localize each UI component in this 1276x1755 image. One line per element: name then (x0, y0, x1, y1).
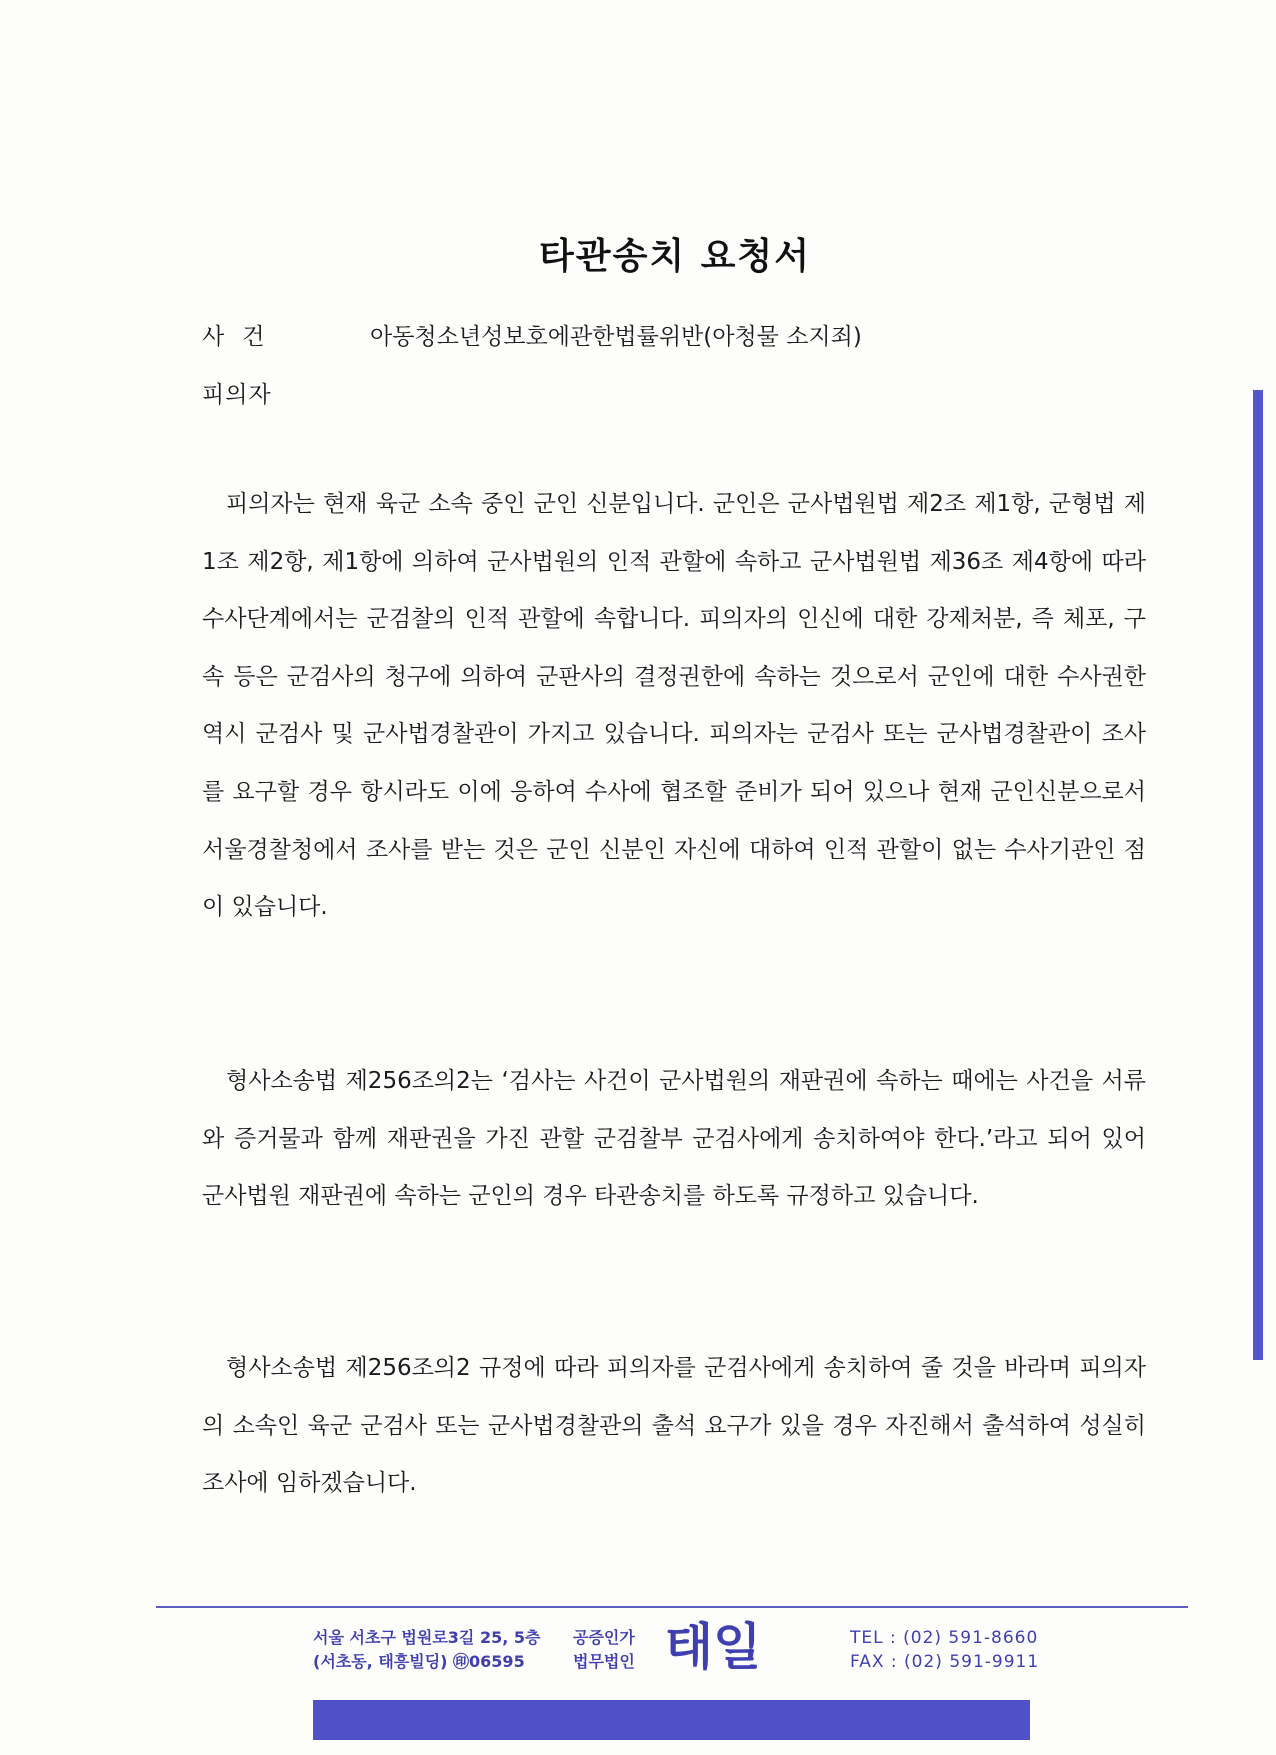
suspect-label: 피의자 (202, 382, 272, 408)
footer-divider (156, 1606, 1188, 1608)
svg-text:태일: 태일 (664, 1618, 762, 1674)
address-line-1: 서울 서초구 법원로3길 25, 5층 (313, 1628, 541, 1647)
suspect-field (202, 376, 370, 409)
document-title: 타관송치 요청서 (539, 236, 811, 277)
side-accent-bar (1253, 390, 1263, 1360)
paragraph-request: 형사소송법 제256조의2 규정에 따라 피의자를 군검사에게 송치하여 줄 것을 바라며 피의자의 소속인 육군 군검사 또는 군사법경찰관의 출석 요구가 있을 경우 자진해서 출석하여 성실히 조사에 임하겠습니다. (202, 1355, 1146, 1497)
paragraph-jurisdiction: 피의자는 현재 육군 소속 중인 군인 신분입니다. 군인은 군사법원법 제2조 제1항, 군형법 제1조 제2항, 제1항에 의하여 군사법원의 인적 관할에 속하고 군사법원법 제36조 제4항에 따라 수사단계에서는 군검찰의 인적 관할에 속합니다. 피의자의 인신에 대한 강제처분, 즉 체포, 구속 등은 군검사의 청구에 의하여 군판사의 결정권한에 속하는 것으로서 군인에 대한 수사권한 역시 군검사 및 군사법경찰관이 가지고 있습니다. 피의자는 군검사 또는 군사법경찰관이 조사를 요구할 경우 항시라도 이에 응하여 수사에 협조할 준비가 되어 있으나 현재 군인신분으로서 서울경찰청에서 조사를 받는 것은 군인 신분인 자신에 대하여 인적 관할이 없는 수사기관인 점이 있습니다. (202, 491, 1146, 921)
case-value: 아동청소년성보호에관한법률위반(아청물 소지죄) (370, 324, 862, 350)
firm-line-1: 공증인가 (573, 1628, 635, 1647)
footer-color-band (313, 1700, 1030, 1740)
case-field (202, 318, 862, 351)
address-line-2: (서초동, 태흥빌딩) ㊞06595 (313, 1652, 525, 1671)
firm-type (573, 1626, 635, 1674)
phone-number: TEL : (02) 591-8660 (850, 1628, 1039, 1648)
footer-contact (850, 1626, 1039, 1674)
paragraph-statute: 형사소송법 제256조의2는 ‘검사는 사건이 군사법원의 재판권에 속하는 때에는 사건을 서류와 증거물과 함께 재판권을 가진 관할 군검찰부 군검사에게 송치하여야 한다.’라고 되어 있어 군사법원 재판권에 속하는 군인의 경우 타관송치를 하도록 규정하고 있습니다. (202, 1068, 1146, 1210)
fax-number: FAX : (02) 591-9911 (850, 1652, 1040, 1672)
firm-logo (653, 1614, 773, 1674)
footer-address (313, 1626, 540, 1674)
case-label: 사건 (202, 324, 283, 350)
firm-line-2: 법무법인 (573, 1652, 635, 1671)
